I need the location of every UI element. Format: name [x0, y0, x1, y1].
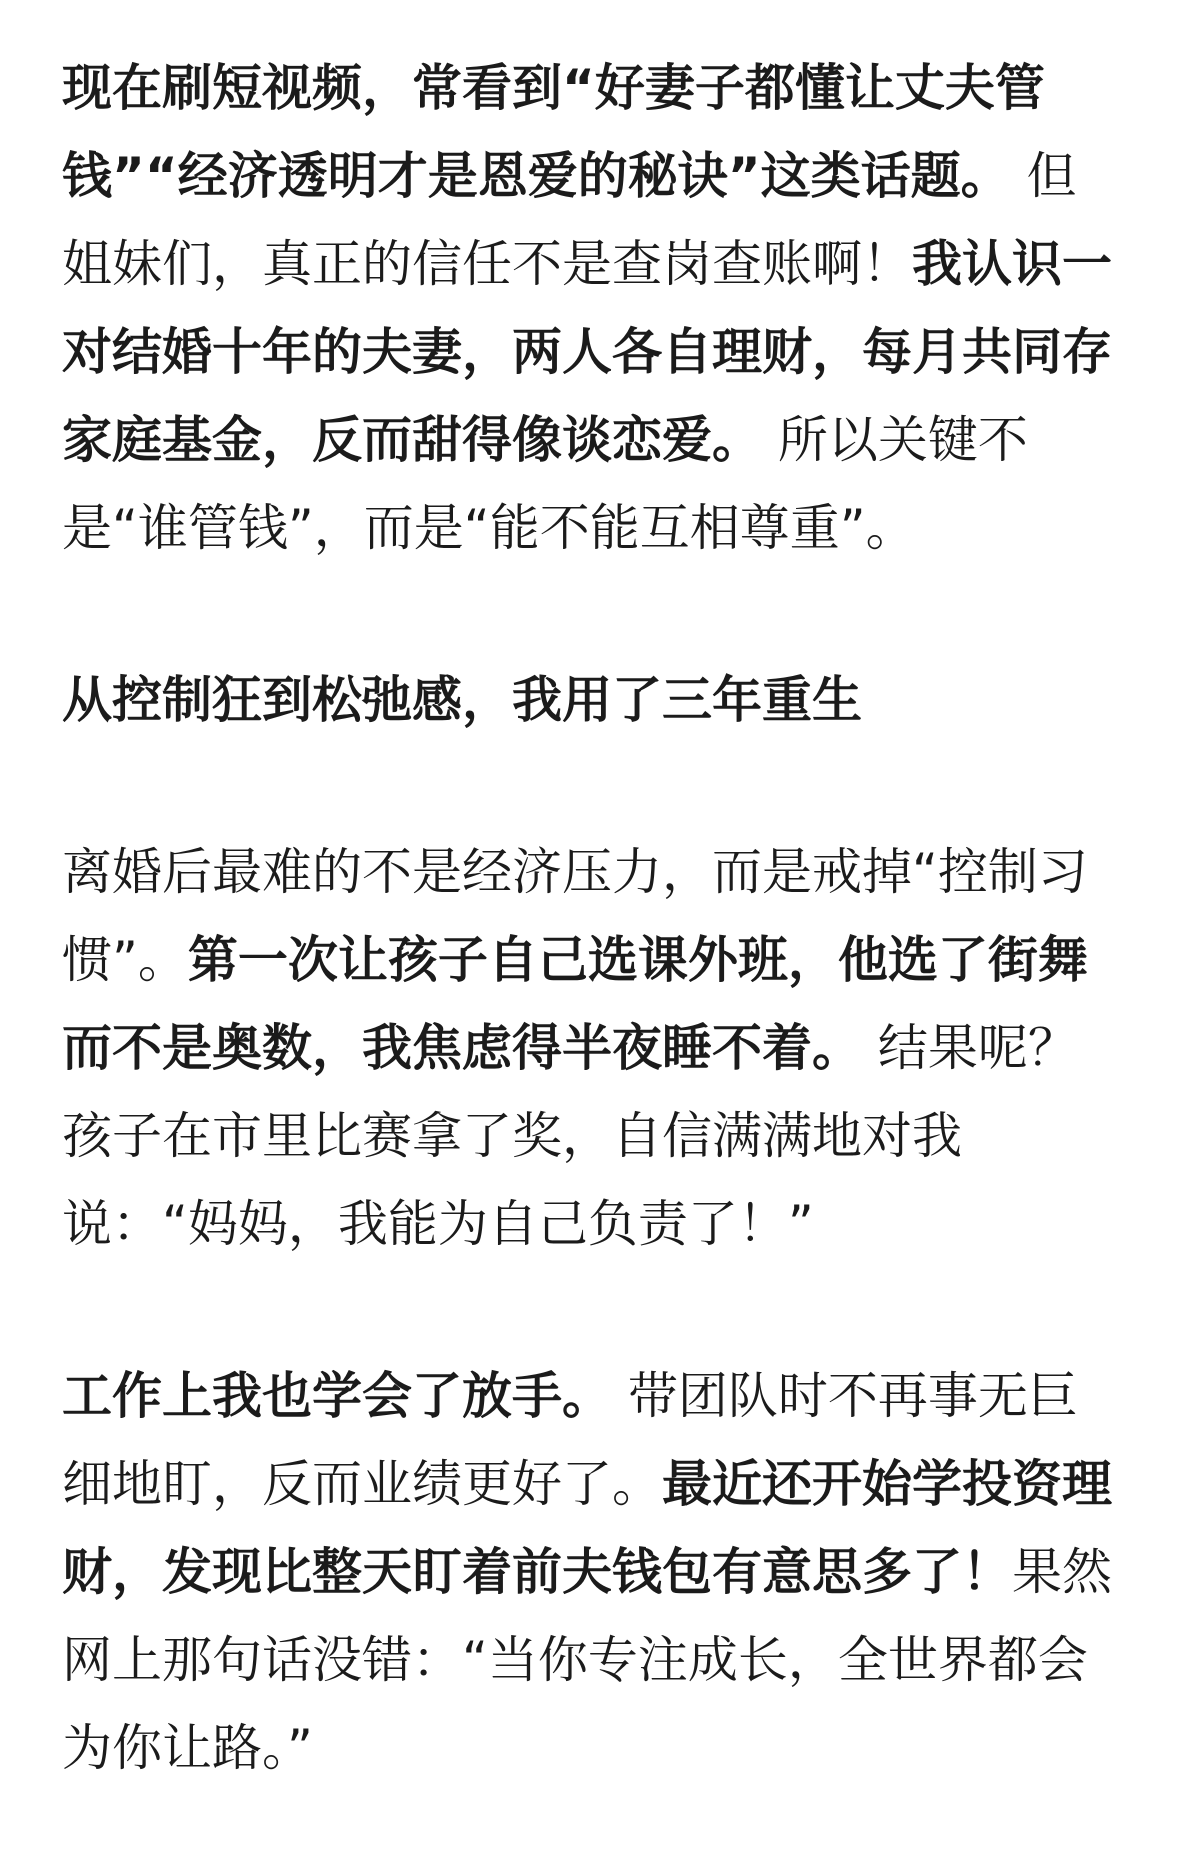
section-heading: 从控制狂到松弛感，我用了三年重生 [62, 671, 862, 729]
text-segment: 但姐妹们，真正的信任不是查岗查账啊！ [62, 147, 1077, 293]
text-segment: 果然网上那句话没错：“当你专注成长，全世界都会为你让路。” [62, 1543, 1112, 1777]
text-segment-bold: 第一次让孩子自己选课外班，他选了街舞而不是奥数，我焦虑得半夜睡不着。 [62, 931, 1088, 1077]
text-segment: 结果呢？孩子在市里比赛拿了奖，自信满满地对我说：“妈妈，我能为自己负责了！” [62, 1019, 1078, 1253]
text-segment-bold: 现在刷短视频，常看到“好妻子都懂让丈夫管钱”“经济透明才是恩爱的秘诀”这类话题。 [62, 59, 1045, 205]
text-segment-bold: 工作上我也学会了放手。 [62, 1367, 612, 1425]
text-segment-bold: 最近还开始学投资理财，发现比整天盯着前夫钱包有意思多了！ [62, 1455, 1112, 1601]
article-body [62, 44, 1122, 1876]
paragraph-parenting [62, 828, 1122, 1268]
text-segment: 所以关键不是“谁管钱”，而是“能不能互相尊重”。 [62, 411, 1028, 557]
paragraph-intro [62, 44, 1122, 572]
text-segment: 离婚后最难的不是经济压力，而是戒掉“控制习惯”。 [62, 843, 1088, 989]
text-segment: 带团队时不再事无巨细地盯，反而业绩更好了。 [62, 1367, 1078, 1513]
paragraph-work [62, 1352, 1122, 1792]
text-segment-bold: 我认识一对结婚十年的夫妻，两人各自理财，每月共同存家庭基金，反而甜得像谈恋爱。 [62, 235, 1112, 469]
